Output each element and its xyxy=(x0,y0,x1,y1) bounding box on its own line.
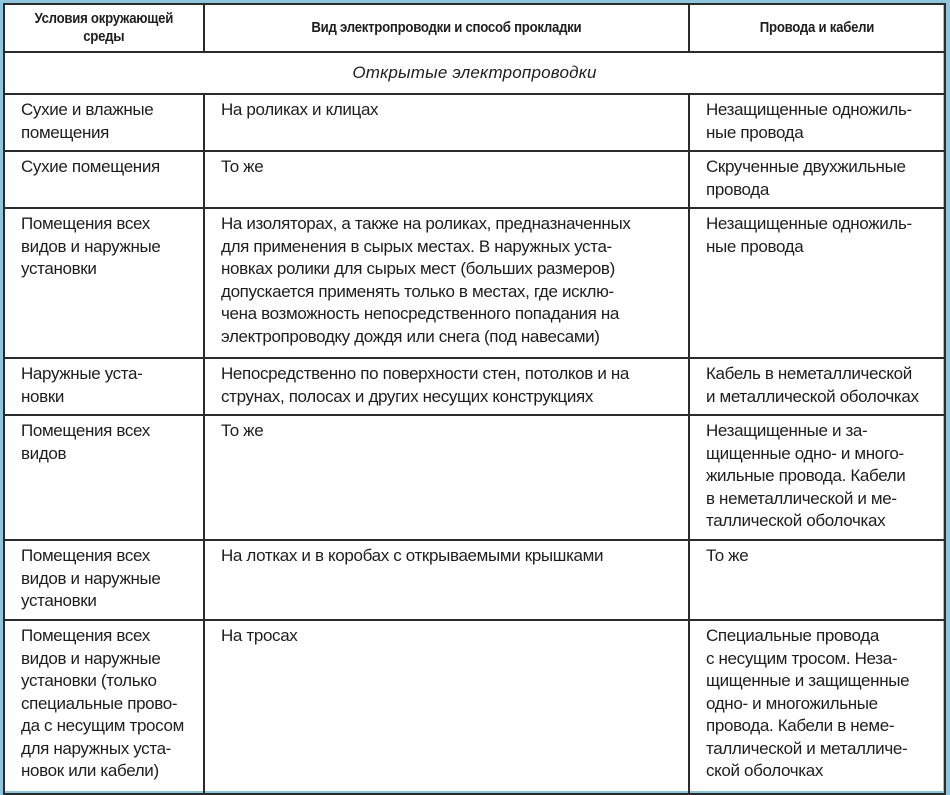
cell-cables: Специальные провода с несущим тросом. Неза- щищенные и защищенные одно- и многожильные провода. Кабели в неме- таллической и металличе- ской оболочках xyxy=(689,620,945,794)
cell-environment: Сухие и влажные помещения xyxy=(4,94,204,151)
cell-environment: Помещения всех видов и наружные установки xyxy=(4,540,204,620)
table-row xyxy=(4,358,945,415)
cell-environment: Помещения всех видов xyxy=(4,415,204,540)
cell-wiring: То же xyxy=(204,151,689,208)
table-row xyxy=(4,620,945,794)
wiring-table xyxy=(3,3,946,795)
cell-cables: То же xyxy=(689,540,945,620)
section-title: Открытые электропроводки xyxy=(4,52,945,94)
cell-wiring: На лотках и в коробах с открываемыми крышками xyxy=(204,540,689,620)
cell-environment: Наружные уста- новки xyxy=(4,358,204,415)
cell-cables: Скрученные двухжильные провода xyxy=(689,151,945,208)
header-environment: Условия окружающей среды xyxy=(4,4,204,52)
header-row xyxy=(4,4,945,52)
cell-wiring: На тросах xyxy=(204,620,689,794)
table-row xyxy=(4,540,945,620)
table-row xyxy=(4,94,945,151)
header-wiring-type: Вид электропроводки и способ прокладки xyxy=(204,4,689,52)
header-cables: Провода и кабели xyxy=(689,4,945,52)
section-row xyxy=(4,52,945,94)
cell-environment: Помещения всех видов и наружные установки (только специальные прово- да с несущим тросом для наружных уста- новок или кабели) xyxy=(4,620,204,794)
cell-environment: Помещения всех видов и наружные установки xyxy=(4,208,204,358)
table-frame xyxy=(3,3,943,791)
table-row xyxy=(4,415,945,540)
table-row xyxy=(4,151,945,208)
cell-cables: Кабель в неметаллической и металлической оболочках xyxy=(689,358,945,415)
cell-cables: Незащищенные одножиль- ные провода xyxy=(689,208,945,358)
cell-wiring: На роликах и клицах xyxy=(204,94,689,151)
cell-cables: Незащищенные и за- щищенные одно- и много- жильные провода. Кабели в неметаллической и ме- таллической оболочках xyxy=(689,415,945,540)
cell-wiring: То же xyxy=(204,415,689,540)
table-row xyxy=(4,208,945,358)
cell-cables: Незащищенные одножиль- ные провода xyxy=(689,94,945,151)
cell-environment: Сухие помещения xyxy=(4,151,204,208)
cell-wiring: На изоляторах, а также на роликах, предназначенных для применения в сырых местах. В наружных уста- новках ролики для сырых мест (больших размеров) допускается применять только в местах, где исклю- чена возможность непосредственного попадания на электропроводку дождя или снега (под навесами) xyxy=(204,208,689,358)
cell-wiring: Непосредственно по поверхности стен, потолков и на струнах, полосах и других несущих конструкциях xyxy=(204,358,689,415)
